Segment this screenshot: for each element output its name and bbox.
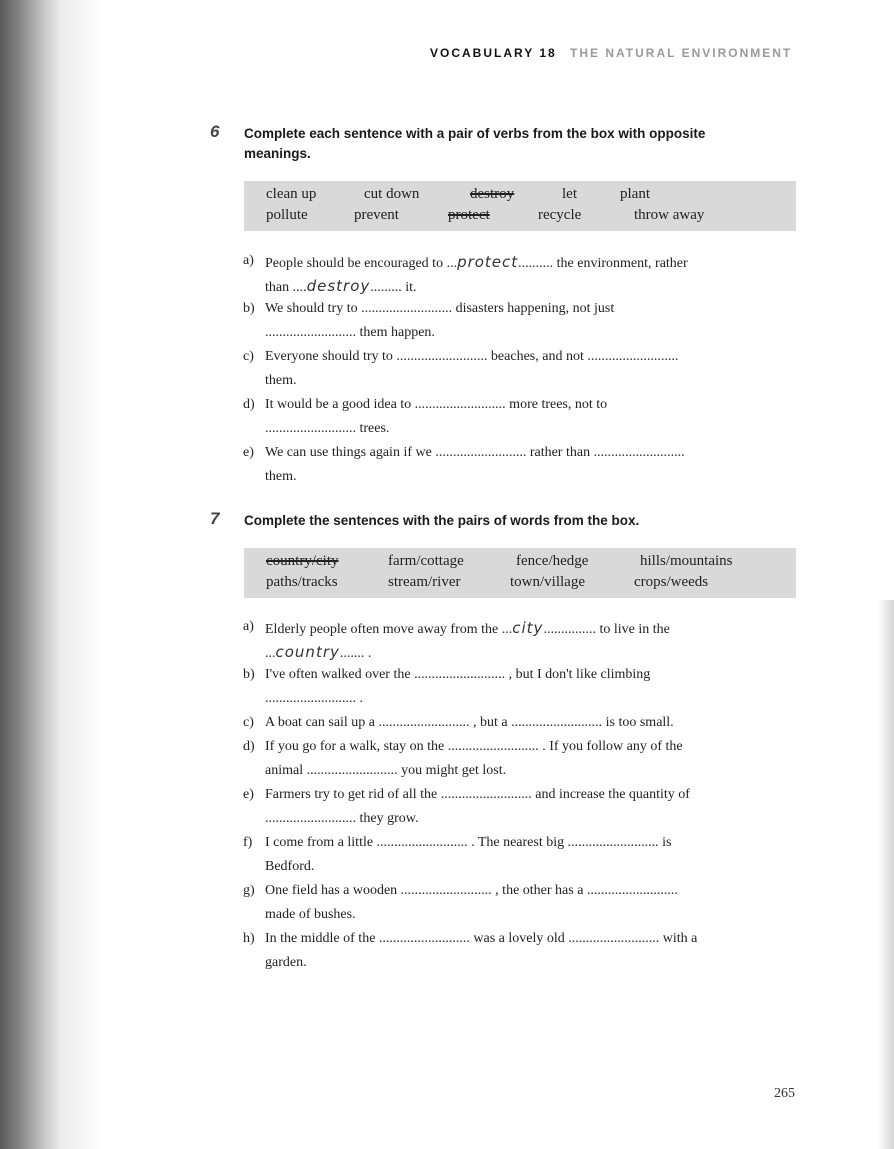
box-word: plant — [620, 186, 650, 202]
item-line: Farmers try to get rid of all the .......................... and increase the quantity of — [265, 787, 690, 802]
box-word: crops/weeds — [634, 574, 709, 590]
item-line: .......................... they grow. — [265, 811, 419, 826]
handwritten-answer: protect — [457, 253, 519, 271]
page-edge-shadow — [878, 600, 894, 1149]
handwritten-answer: city — [512, 619, 544, 637]
item-label: a) — [243, 253, 254, 268]
item-line — [265, 253, 688, 272]
instruction-line-2: meanings. — [244, 146, 311, 161]
box-word-crossed-out: destroy — [470, 186, 515, 202]
box-word: hills/mountains — [640, 553, 733, 569]
instruction-line-1: Complete each sentence with a pair of verbs from the box with opposite — [244, 126, 706, 141]
exercise-7-number: 7 — [210, 509, 220, 528]
item-line: .......................... . — [265, 691, 363, 706]
item-line: them. — [265, 373, 297, 388]
item-label: d) — [243, 739, 255, 754]
topic-title: THE NATURAL ENVIRONMENT — [570, 46, 793, 60]
item-label: b) — [243, 301, 255, 316]
item-text: ............... to live in the — [543, 622, 670, 637]
item-text: ....... . — [339, 646, 372, 661]
item-line: I've often walked over the .......................... , but I don't like climbing — [265, 667, 651, 682]
item-text: Elderly people often move away from the ... — [265, 622, 513, 637]
item-text: ......... it. — [370, 280, 417, 295]
exercise-7-word-box — [244, 548, 796, 598]
item-label: c) — [243, 349, 254, 364]
item-line: .......................... them happen. — [265, 325, 435, 340]
item-line: One field has a wooden .......................... , the other has a .......................... — [265, 883, 678, 898]
exercise-6-instruction — [244, 124, 784, 164]
book-spine-shadow — [0, 0, 62, 1149]
box-word: pollute — [266, 207, 308, 223]
item-text: ... — [265, 646, 276, 661]
item-label: e) — [243, 787, 254, 802]
handwritten-answer: destroy — [306, 277, 371, 295]
item-line: It would be a good idea to .......................... more trees, not to — [265, 397, 608, 412]
page-number: 265 — [774, 1086, 795, 1101]
box-word: recycle — [538, 207, 582, 223]
item-label: g) — [243, 883, 255, 898]
box-word: let — [562, 186, 577, 202]
item-line: animal .......................... you might get lost. — [265, 763, 507, 778]
item-label: c) — [243, 715, 254, 730]
exercise-7-instruction: Complete the sentences with the pairs of words from the box. — [244, 513, 640, 528]
box-word: clean up — [266, 186, 317, 202]
box-word-crossed-out: country/city — [266, 553, 339, 569]
item-line: We should try to .......................... disasters happening, not just — [265, 301, 615, 316]
page-gutter — [62, 0, 102, 1149]
item-label: e) — [243, 445, 254, 460]
item-line: I come from a little .......................... . The nearest big .......................... is — [265, 835, 672, 850]
box-word: cut down — [364, 186, 420, 202]
item-line — [265, 619, 670, 638]
box-word: farm/cottage — [388, 553, 464, 569]
item-text: People should be encouraged to ... — [265, 256, 458, 271]
item-line: Bedford. — [265, 859, 315, 874]
item-text: than .... — [265, 280, 307, 295]
item-line: If you go for a walk, stay on the .......................... . If you follow any of the — [265, 739, 683, 754]
box-word: prevent — [354, 207, 399, 223]
box-word: fence/hedge — [516, 553, 589, 569]
exercise-6-word-box — [244, 181, 796, 231]
item-label: f) — [243, 835, 253, 850]
item-line: made of bushes. — [265, 907, 356, 922]
box-word: town/village — [510, 574, 585, 590]
unit-title: VOCABULARY 18 — [430, 46, 557, 60]
item-label: h) — [243, 931, 255, 946]
item-line: them. — [265, 469, 297, 484]
item-line: .......................... trees. — [265, 421, 390, 436]
item-line — [265, 277, 417, 296]
item-line: Everyone should try to .......................... beaches, and not .......................... — [265, 349, 679, 364]
item-line — [265, 643, 371, 662]
item-line: In the middle of the .......................... was a lovely old .......................... with a — [265, 931, 698, 946]
item-label: a) — [243, 619, 254, 634]
box-word: paths/tracks — [266, 574, 338, 590]
item-line: We can use things again if we .......................... rather than .......................... — [265, 445, 685, 460]
box-word: stream/river — [388, 574, 461, 590]
box-word: throw away — [634, 207, 705, 223]
handwritten-answer: country — [275, 643, 340, 661]
item-text: .......... the environment, rather — [518, 256, 688, 271]
item-line: A boat can sail up a .......................... , but a .......................... is too small. — [265, 715, 674, 730]
box-word-crossed-out: protect — [448, 207, 490, 223]
item-label: b) — [243, 667, 255, 682]
item-label: d) — [243, 397, 255, 412]
exercise-6-number: 6 — [210, 122, 220, 141]
running-header — [430, 46, 810, 60]
item-line: garden. — [265, 955, 307, 970]
